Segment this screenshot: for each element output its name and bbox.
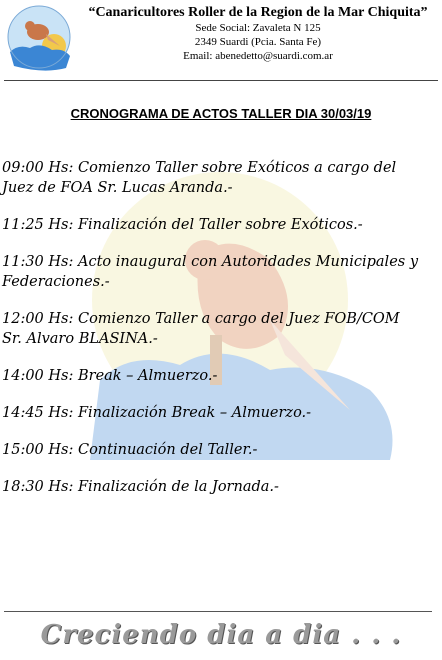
club-city: 2349 Suardi (Pcia. Santa Fe) xyxy=(194,36,322,48)
schedule-item: 11:30 Hs: Acto inaugural con Autoridades Municipales y Federaciones.- xyxy=(2,254,419,290)
schedule-item: 12:00 Hs: Comienzo Taller a cargo del Juez FOB/COM Sr. Alvaro BLASINA.- xyxy=(2,311,400,347)
schedule-item: 14:00 Hs: Break – Almuerzo.- xyxy=(2,368,218,384)
footer-slogan: Creciendo dia a dia . . . xyxy=(40,620,402,650)
document-title: CRONOGRAMA DE ACTOS TALLER DIA 30/03/19 xyxy=(70,106,372,121)
club-logo xyxy=(4,4,74,74)
schedule-item: 18:30 Hs: Finalización de la Jornada.- xyxy=(2,479,279,495)
schedule-item: 09:00 Hs: Comienzo Taller sobre Exóticos a cargo del Juez de FOA Sr. Lucas Aranda.- xyxy=(2,160,397,196)
club-email: Email: abenedetto@suardi.com.ar xyxy=(183,50,333,62)
schedule-item: 15:00 Hs: Continuación del Taller.- xyxy=(2,442,258,458)
footer-divider xyxy=(4,611,432,612)
letterhead xyxy=(78,4,438,63)
club-name: “Canaricultores Roller de la Region de la Mar Chiquita” xyxy=(88,5,428,20)
schedule-list xyxy=(2,158,422,514)
canary-logo-icon xyxy=(4,4,74,74)
schedule-item: 11:25 Hs: Finalización del Taller sobre Exóticos.- xyxy=(2,217,363,233)
schedule-item: 14:45 Hs: Finalización Break – Almuerzo.- xyxy=(2,405,312,421)
header-divider xyxy=(4,80,438,81)
club-address: Sede Social: Zavaleta N 125 xyxy=(195,22,321,34)
